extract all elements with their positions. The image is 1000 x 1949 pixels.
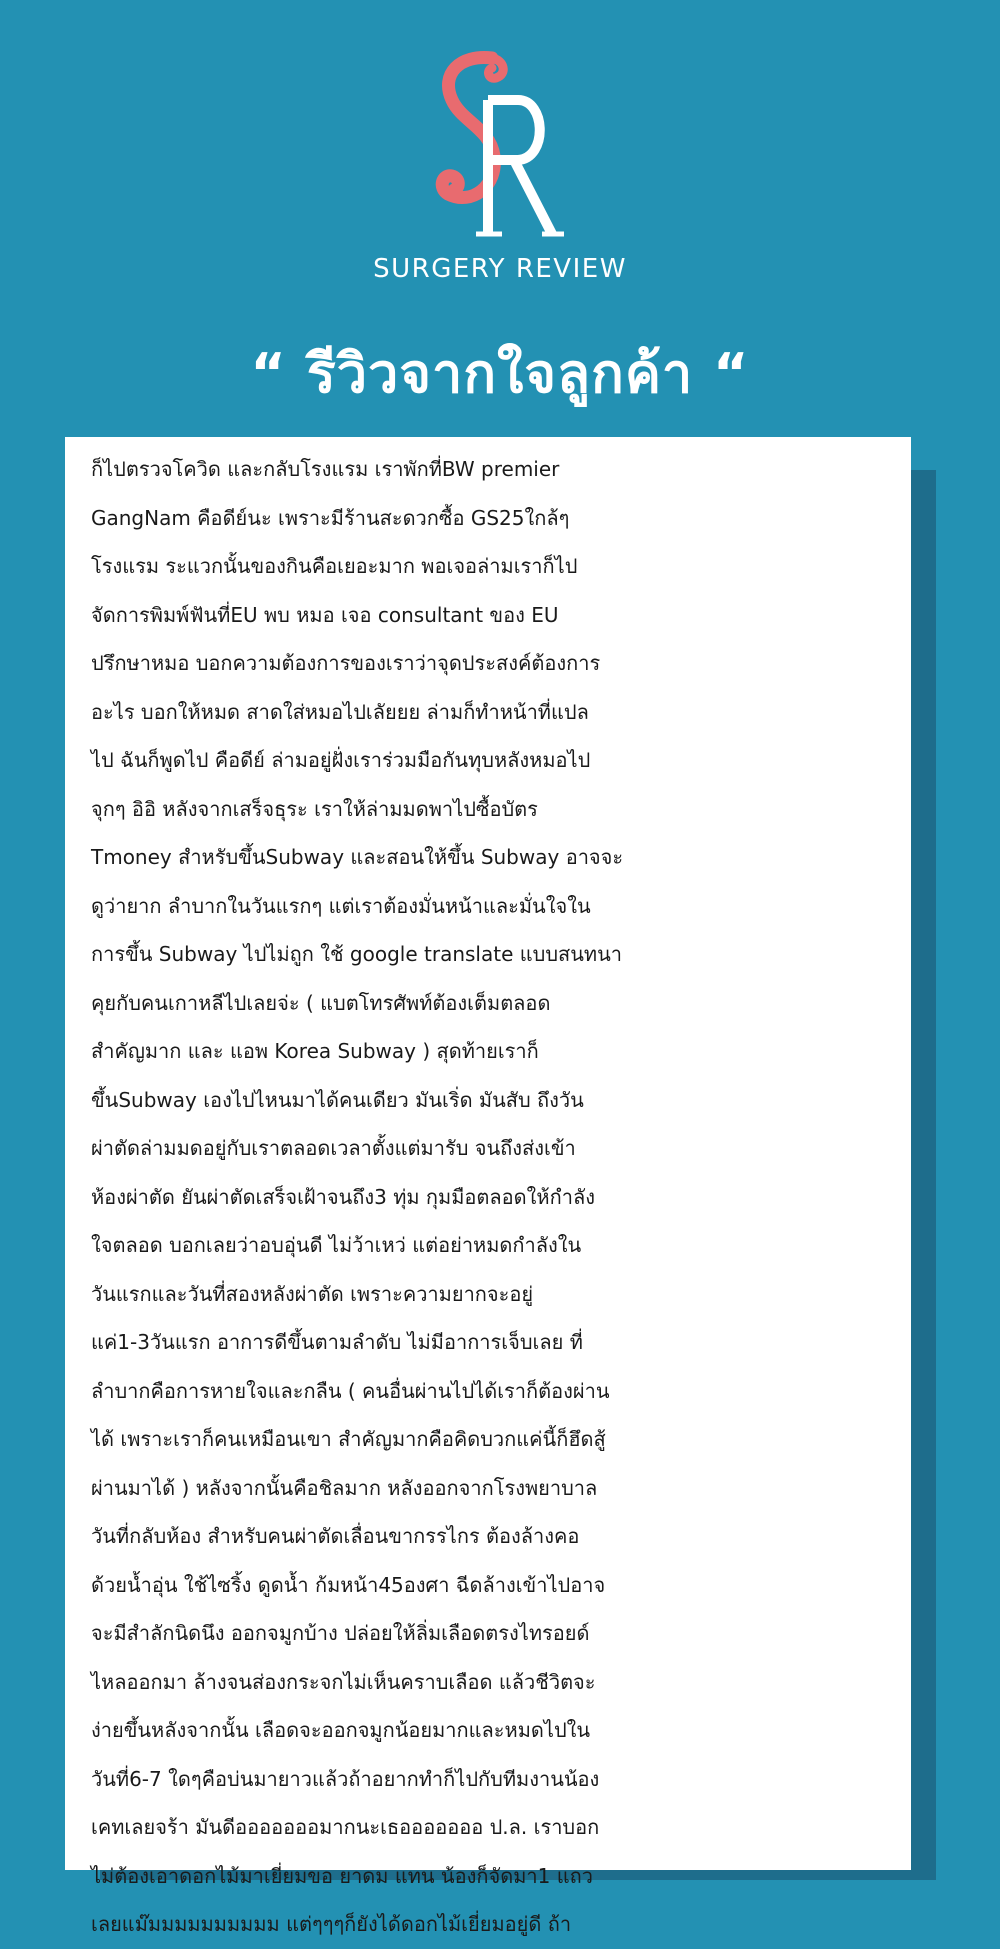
review-line: ผ่านมาได้ ) หลังจากนั้นคือชิลมาก หลังออกจากโรงพยาบาล	[91, 1475, 598, 1500]
review-line: การขึ้น Subway ไปไม่ถูก ใช้ google translate แบบสนทนา	[91, 942, 622, 966]
review-line: ดูว่ายาก ลำบากในวันแรกๆ แต่เราต้องมั่นหน้าและมั่นใจใน	[91, 893, 591, 918]
review-line: ผ่าตัดล่ามมดอยู่กับเราตลอดเวลาตั้งแต่มารับ จนถึงส่งเข้า	[91, 1136, 576, 1160]
review-line: จะมีสำลักนิดนึง ออกจมูกบ้าง ปล่อยให้ลิ่มเลือดตรงไทรอยด์	[91, 1621, 590, 1645]
logo-letter-s-hook	[489, 58, 504, 78]
review-line: วันที่กลับห้อง สำหรับคนผ่าตัดเลื่อนขากรรไกร ต้องล้างคอ	[91, 1524, 580, 1548]
sr-monogram-logo	[430, 48, 570, 248]
review-line: ง่ายขึ้นหลังจากนั้น เลือดจะออกจมูกน้อยมากและหมดไปใน	[91, 1718, 591, 1742]
review-line: ไหลออกมา ล้างจนส่องกระจกไม่เห็นคราบเลือด แล้วชีวิตจะ	[91, 1669, 596, 1694]
review-line: อะไร บอกให้หมด สาดใส่หมอไปเลัยยย ล่ามก็ทำหน้าที่แปล	[91, 699, 589, 724]
review-line: เลยแม๊มมมมมมมมมม แต่ๆๆๆก็ยังได้ดอกไม้เยี่ยมอยู่ดี ถ้า	[91, 1912, 572, 1936]
review-line: ไป ฉันก็พูดไป คือดีย์ ล่ามอยู่ฝั่งเราร่วมมือกันทุบหลังหมอไป	[91, 748, 591, 772]
review-line: แค่1-3วันแรก อาการดีขึ้นตามลำดับ ไม่มีอาการเจ็บเลย ที่	[91, 1330, 583, 1354]
review-line: เคทเลยจร้า มันดีอออออออมากนะเธอออออออ ป.ล. เราบอก	[91, 1815, 600, 1839]
brand-name: SURGERY REVIEW	[373, 254, 627, 284]
review-line: ห้องผ่าตัด ยันผ่าตัดเสร็จเฝ้าจนถึง3 ทุ่ม กุมมือตลอดให้กำลัง	[91, 1184, 595, 1209]
review-line: สำคัญมาก และ แอพ Korea Subway ) สุดท้ายเราก็	[91, 1039, 539, 1063]
review-line: Tmoney สำหรับขึ้นSubway และสอนให้ขึ้น Subway อาจจะ	[91, 845, 624, 869]
review-line: ลำบากคือการหายใจและกลืน ( คนอื่นผ่านไปได้เราก็ต้องผ่าน	[91, 1378, 610, 1403]
review-line: ใจตลอด บอกเลยว่าอบอุ่นดี ไม่ว้าเหว่ แต่อย่าหมดกำลังใน	[91, 1233, 582, 1257]
page-heading: “ รีวิวจากใจลูกค้า “	[250, 342, 750, 405]
review-card	[65, 437, 911, 1936]
review-line: จุกๆ อิอิ หลังจากเสร็จธุระ เราให้ล่ามมดพาไปซื้อบัตร	[91, 796, 538, 821]
review-line: GangNam คือดีย์นะ เพราะมีร้านสะดวกซื้อ GS25ใกล้ๆ	[91, 505, 570, 530]
review-line: วันแรกและวันที่สองหลังผ่าตัด เพราะความยากจะอยู่	[91, 1281, 534, 1306]
review-line: ได้ เพราะเราก็คนเหมือนเขา สำคัญมากคือคิดบวกแค่นี้ก็ฮึดสู้	[91, 1427, 606, 1451]
review-text	[65, 437, 911, 1949]
review-line: จัดการพิมพ์ฟันที่EU พบ หมอ เจอ consultant ของ EU	[91, 602, 559, 627]
review-line: คุยกับคนเกาหลีไปเลยจ่ะ ( แบตโทรศัพท์ต้องเต็มตลอด	[91, 990, 551, 1015]
review-line: ด้วยน้ำอุ่น ใช้ไซริ้ง ดูดน้ำ ก้มหน้า45องศา ฉีดล้างเข้าไปอาจ	[91, 1572, 606, 1597]
review-line: วันที่6-7 ใดๆคือบ่นมายาวแล้วถ้าอยากทำก็ไปกับทีมงานน้อง	[91, 1766, 600, 1791]
review-line: ไม่ต้องเอาดอกไม้มาเยี่ยมขอ ยาดม แทน น้องก็จัดมา1 แถว	[91, 1863, 593, 1888]
review-line: ขึ้นSubway เองไปไหนมาได้คนเดียว มันเริ่ด มันสับ ถึงวัน	[91, 1087, 584, 1112]
review-line: ก็ไปตรวจโควิด และกลับโรงแรม เราพักที่BW premier	[91, 457, 560, 481]
review-line: ปรึกษาหมอ บอกความต้องการของเราว่าจุดประสงค์ต้องการ	[91, 651, 601, 675]
review-line: โรงแรม ระแวกนั้นของกินคือเยอะมาก พอเจอล่ามเราก็ไป	[91, 554, 578, 578]
